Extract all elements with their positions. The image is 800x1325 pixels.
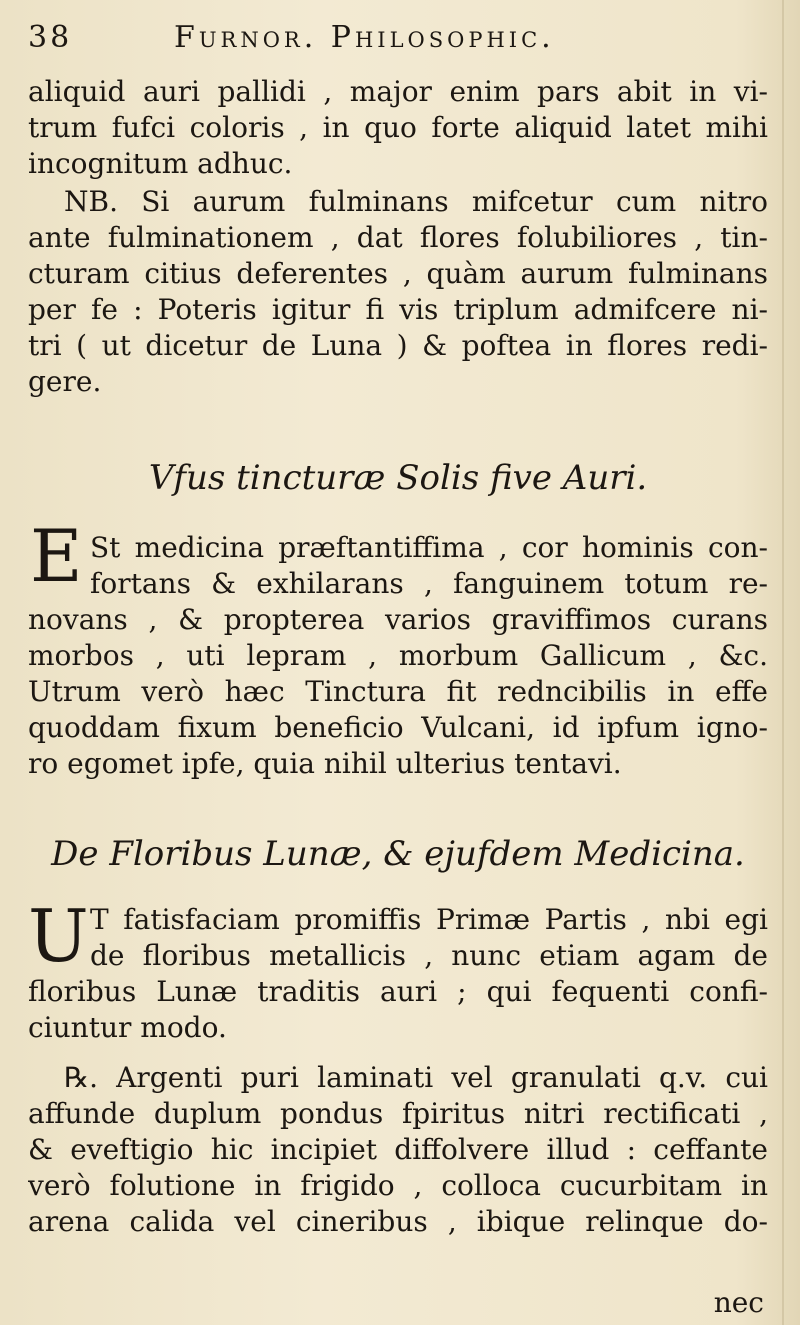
drop-cap-u: U xyxy=(28,894,89,978)
text-line: NB. Si aurum fulminans mifcetur cum nitro xyxy=(64,185,768,218)
text-line: ro egomet ipfe, quia nihil ulterius tentavi. xyxy=(28,747,622,780)
section-heading-solis: Vfus tincturæ Solis five Auri. xyxy=(148,458,648,498)
text-line: per fe : Poteris igitur fi vis triplum admifcere ni- xyxy=(28,293,768,326)
text-line: morbos , uti lepram , morbum Gallicum , &c. xyxy=(28,639,768,672)
text-line: cturam citius deferentes , quàm aurum fulminans xyxy=(28,257,768,290)
drop-cap-e: E xyxy=(30,514,83,598)
text-line: St medicina præftantiffima , cor hominis con- xyxy=(90,531,768,564)
text-line: incognitum adhuc. xyxy=(28,147,293,180)
text-line: arena calida vel cineribus , ibique relinque do- xyxy=(28,1205,768,1238)
text-line: Utrum verò hæc Tinctura fit redncibilis in effe xyxy=(28,675,768,708)
text-line: de floribus metallicis , nunc etiam agam de xyxy=(90,939,768,972)
text-line: ante fulminationem , dat flores folubiliores , tin- xyxy=(28,221,768,254)
text-line: novans , & propterea varios graviffimos curans xyxy=(28,603,768,636)
paragraph-solis xyxy=(28,530,768,782)
text-line: aliquid auri pallidi , major enim pars abit in vi- xyxy=(28,75,768,108)
paragraph-recipe xyxy=(28,1060,768,1240)
text-line: verò folutione in frigido , colloca cucurbitam in xyxy=(28,1169,768,1202)
catchword: nec xyxy=(713,1286,764,1319)
paragraph-lunae xyxy=(28,894,768,1046)
text-line: ℞. Argenti puri laminati vel granulati q.v. cui xyxy=(64,1061,768,1094)
running-header xyxy=(28,18,768,62)
page-number: 38 xyxy=(28,20,73,55)
text-line: affunde duplum pondus fpiritus nitri rectificati , xyxy=(28,1097,768,1130)
paragraph-nb xyxy=(28,184,768,400)
running-title: Furnor. Philosophic. xyxy=(174,20,555,55)
text-line: floribus Lunæ traditis auri ; qui fequenti confi- xyxy=(28,975,768,1008)
text-line: trum fufci coloris , in quo forte aliquid latet mihi xyxy=(28,111,768,144)
text-line: quoddam fixum beneficio Vulcani, id ipfum igno- xyxy=(28,711,768,744)
page-edge-shadow xyxy=(782,0,784,1325)
text-line: fortans & exhilarans , fanguinem totum re- xyxy=(90,567,768,600)
section-heading-lunae: De Floribus Lunæ, & ejufdem Medicina. xyxy=(51,834,745,874)
text-line: & eveftigio hic incipiet diffolvere illud : ceffante xyxy=(28,1133,768,1166)
text-line: T fatisfaciam promiffis Primæ Partis , nbi egi xyxy=(90,903,768,936)
text-line: gere. xyxy=(28,365,102,398)
text-line: ciuntur modo. xyxy=(28,1011,227,1044)
paragraph-continuation xyxy=(28,74,768,182)
text-line: tri ( ut dicetur de Luna ) & poftea in flores redi- xyxy=(28,329,768,362)
